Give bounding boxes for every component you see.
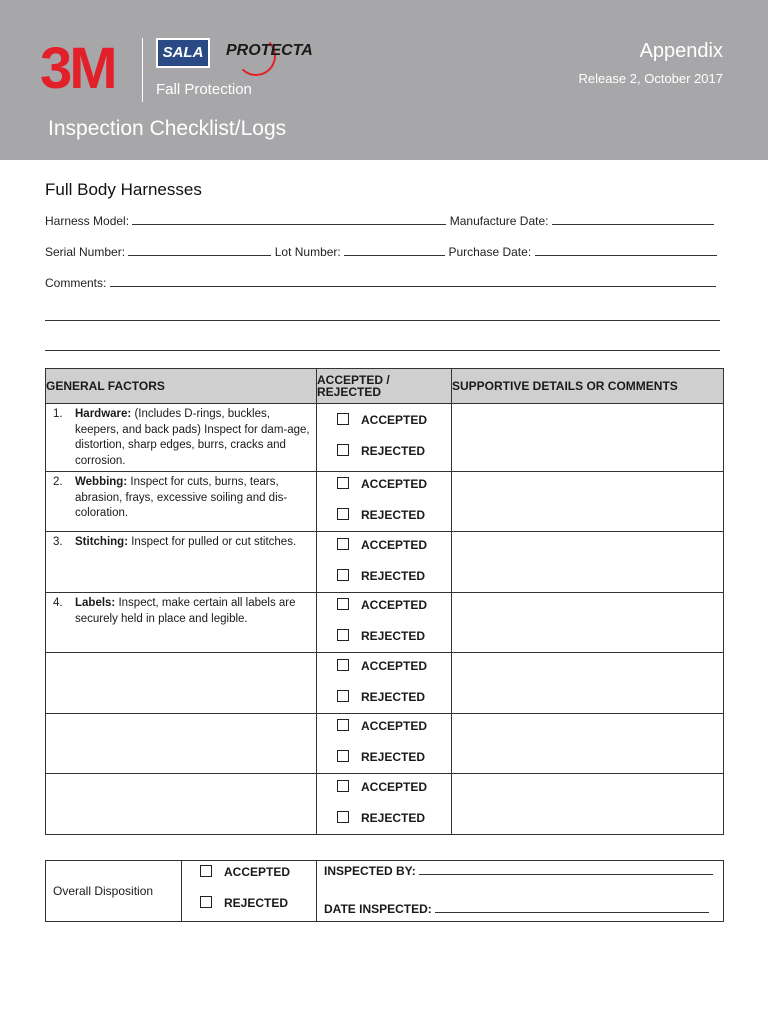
rejected-option[interactable]: [337, 444, 425, 458]
checkbox-icon[interactable]: [337, 811, 349, 823]
checklist-table: [45, 368, 724, 835]
comments-cell[interactable]: [452, 404, 724, 472]
checkbox-icon[interactable]: [337, 569, 349, 581]
blank-factor-cell[interactable]: [46, 774, 317, 835]
table-row: [46, 404, 724, 472]
accepted-label: ACCEPTED: [361, 598, 428, 612]
accepted-label: ACCEPTED: [361, 719, 428, 733]
blank-factor-cell[interactable]: [46, 714, 317, 774]
overall-rejected-option[interactable]: [200, 896, 288, 910]
manufacture-date-label: Manufacture Date:: [449, 214, 549, 228]
comments-row: [45, 276, 716, 290]
logo-protecta: PROTECTA: [226, 42, 313, 59]
serial-number-label: Serial Number:: [45, 245, 126, 259]
table-row: [46, 593, 724, 653]
appendix-label: Appendix: [639, 40, 723, 62]
harness-model-row: [45, 214, 714, 228]
page-title: Inspection Checklist/Logs: [48, 117, 287, 140]
accepted-label: ACCEPTED: [361, 477, 428, 491]
accepted-option[interactable]: [337, 477, 427, 491]
factor-text: (Includes D-rings, buckles, keepers, and back pads) Inspect for dam-age, distortion, sharp edges, burrs, cracks and corrosion.: [75, 408, 310, 467]
checkbox-icon[interactable]: [337, 444, 349, 456]
serial-number-row: [45, 245, 717, 259]
factor-text: Inspect for cuts, burns, tears, abrasion, frays, excessive soiling and dis-coloration.: [75, 476, 288, 519]
manufacture-date-field[interactable]: [552, 214, 714, 225]
table-row: [46, 653, 724, 714]
header-band: [0, 0, 768, 160]
table-row: [46, 472, 724, 532]
factor-text: Inspect for pulled or cut stitches.: [131, 536, 297, 548]
release-label: Release 2, October 2017: [578, 71, 723, 86]
overall-accepted-label: ACCEPTED: [224, 865, 291, 879]
purchase-date-field[interactable]: [535, 245, 717, 256]
harness-model-field[interactable]: [132, 214, 446, 225]
rejected-label: REJECTED: [361, 750, 426, 764]
factor-webbing: [46, 472, 316, 522]
factor-number: 3.: [53, 536, 63, 548]
rejected-option[interactable]: [337, 750, 425, 764]
checkbox-icon[interactable]: [337, 508, 349, 520]
inspected-by-field[interactable]: [419, 864, 713, 875]
rejected-option[interactable]: [337, 508, 425, 522]
logo-divider: [142, 38, 143, 102]
comments-cell[interactable]: [452, 774, 724, 835]
table-row: [46, 532, 724, 593]
checkbox-icon[interactable]: [337, 538, 349, 550]
factor-text: Inspect, make certain all labels are securely held in place and legible.: [75, 597, 296, 625]
table-row: [46, 774, 724, 835]
checkbox-icon[interactable]: [337, 659, 349, 671]
fall-protection-label: Fall Protection: [156, 81, 252, 98]
inspected-by-label: INSPECTED BY:: [324, 864, 416, 878]
checkbox-icon[interactable]: [200, 896, 212, 908]
factor-title: Labels:: [75, 597, 116, 609]
lot-number-label: Lot Number:: [274, 245, 341, 259]
header-accepted-rejected-line2: REJECTED: [317, 385, 382, 399]
comments-line-3[interactable]: [45, 350, 720, 351]
rejected-option[interactable]: [337, 629, 425, 643]
accepted-option[interactable]: [337, 659, 427, 673]
serial-number-field[interactable]: [128, 245, 271, 256]
rejected-label: REJECTED: [361, 569, 426, 583]
lot-number-field[interactable]: [344, 245, 445, 256]
table-row: [46, 714, 724, 774]
checkbox-icon[interactable]: [337, 780, 349, 792]
checkbox-icon[interactable]: [337, 477, 349, 489]
section-title: Full Body Harnesses: [45, 180, 202, 199]
comments-field[interactable]: [110, 276, 716, 287]
purchase-date-label: Purchase Date:: [448, 245, 532, 259]
overall-disposition-label: Overall Disposition: [53, 884, 154, 898]
rejected-label: REJECTED: [361, 444, 426, 458]
checkbox-icon[interactable]: [337, 750, 349, 762]
rejected-option[interactable]: [337, 690, 425, 704]
rejected-label: REJECTED: [361, 508, 426, 522]
blank-factor-cell[interactable]: [46, 653, 317, 714]
checkbox-icon[interactable]: [200, 865, 212, 877]
factor-number: 1.: [53, 408, 63, 420]
rejected-option[interactable]: [337, 811, 425, 825]
logo-3m: 3M: [40, 36, 115, 101]
comments-cell[interactable]: [452, 714, 724, 774]
accepted-option[interactable]: [337, 719, 427, 733]
comments-cell[interactable]: [452, 593, 724, 653]
accepted-label: ACCEPTED: [361, 659, 428, 673]
logo-sala: SALA: [156, 38, 210, 68]
checkbox-icon[interactable]: [337, 413, 349, 425]
checkbox-icon[interactable]: [337, 690, 349, 702]
checkbox-icon[interactable]: [337, 598, 349, 610]
accepted-option[interactable]: [337, 598, 427, 612]
comments-cell[interactable]: [452, 653, 724, 714]
overall-accepted-option[interactable]: [200, 865, 290, 879]
factor-title: Stitching:: [75, 536, 129, 548]
checkbox-icon[interactable]: [337, 719, 349, 731]
factor-stitching: [46, 532, 316, 551]
checkbox-icon[interactable]: [337, 629, 349, 641]
header-general-factors: GENERAL FACTORS: [46, 369, 317, 404]
comments-cell[interactable]: [452, 532, 724, 593]
factor-labels: [46, 593, 316, 627]
factor-hardware: [46, 404, 316, 469]
accepted-label: ACCEPTED: [361, 780, 428, 794]
header-accepted-rejected: [317, 369, 452, 404]
factor-title: Hardware:: [75, 408, 132, 420]
rejected-label: REJECTED: [361, 629, 426, 643]
rejected-label: REJECTED: [361, 811, 426, 825]
date-inspected-row: [324, 902, 709, 916]
factor-title: Webbing:: [75, 476, 128, 488]
date-inspected-field[interactable]: [435, 902, 709, 913]
accepted-option[interactable]: [337, 413, 427, 427]
rejected-label: REJECTED: [361, 690, 426, 704]
accepted-option[interactable]: [337, 780, 427, 794]
accepted-label: ACCEPTED: [361, 538, 428, 552]
disposition-table: [45, 860, 724, 922]
factor-number: 2.: [53, 476, 63, 488]
comments-line-2[interactable]: [45, 320, 720, 321]
rejected-option[interactable]: [337, 569, 425, 583]
accepted-option[interactable]: [337, 538, 427, 552]
header-supportive: SUPPORTIVE DETAILS OR COMMENTS: [452, 369, 724, 404]
header-accepted-rejected-line1: ACCEPTED /: [317, 373, 390, 387]
harness-model-label: Harness Model:: [45, 214, 130, 228]
factor-number: 4.: [53, 597, 63, 609]
comments-label: Comments:: [45, 276, 107, 290]
disposition-row: [46, 861, 724, 922]
overall-rejected-label: REJECTED: [224, 896, 289, 910]
inspected-by-row: [324, 864, 713, 878]
comments-cell[interactable]: [452, 472, 724, 532]
accepted-label: ACCEPTED: [361, 413, 428, 427]
table-header-row: [46, 369, 724, 404]
date-inspected-label: DATE INSPECTED:: [324, 902, 432, 916]
